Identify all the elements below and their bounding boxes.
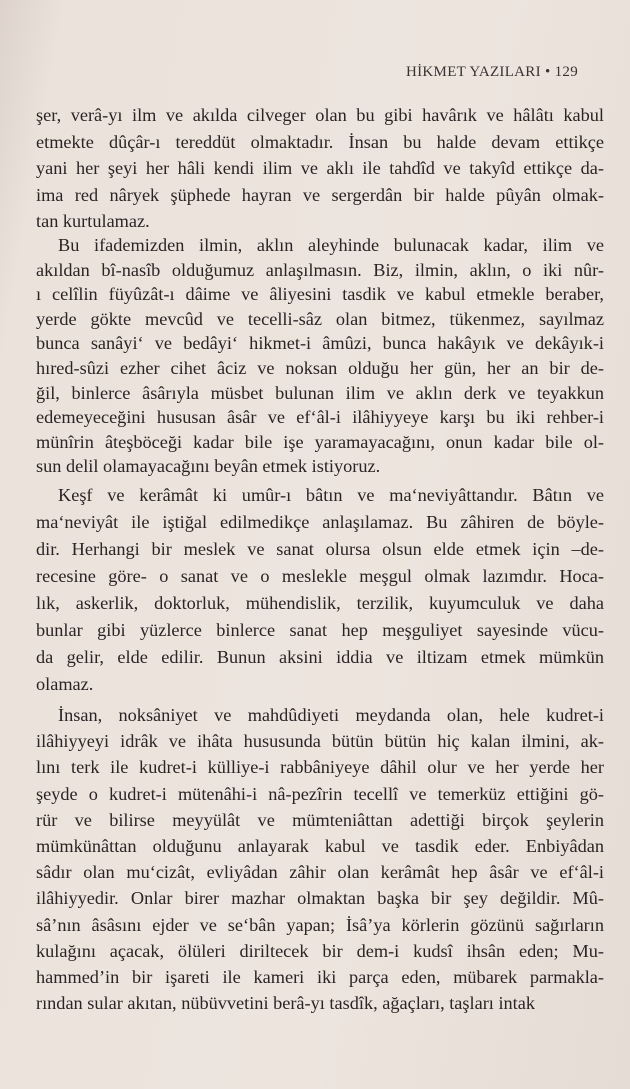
- text-line: olamaz.: [36, 674, 94, 694]
- text-line: ğil, binlerce âsârıyla müsbet bulunan ilim ve aklın derk ve teyakkun: [36, 382, 604, 403]
- text-line: şer, verâ-yı ilm ve akılda cilveger olan bu gibi havârık ve hâlâtı kabul: [36, 105, 604, 125]
- text-line: tan kurtulamaz.: [36, 211, 150, 231]
- text-line: kulağını açacak, ölüleri diriltecek bir dem-i kudsî ihsân eden; Mu-: [36, 940, 604, 961]
- text-line: hammed’in bir işareti ile kameri iki parça eden, mübarek parmakla-: [36, 967, 604, 987]
- text-line: akıldan bî-nasîb olduğumuz anlaşılmasın. Biz, ilmin, aklın, o iki nûr-: [36, 259, 604, 280]
- text-line: recesine göre- o sanat ve o meslekle meşgul olmak lazımdır. Hoca-: [36, 566, 604, 586]
- text-line: etmekte dûçâr-ı tereddüt olmaktadır. İnsan bu halde devam ettikçe: [36, 131, 604, 152]
- text-line: bunca sanâyi‘ ve bedâyi‘ hikmet-i âmûzi, bunca hakâyık ve dekâyık-i: [36, 333, 604, 354]
- text-line: ilâhiyyeyi idrâk ve ihâta hususunda bütün bütün hiç kalan ilmini, ak-: [36, 731, 604, 752]
- text-line: şeyde o kudret-i mütenâhi-i nâ-pezîrin tecellî ve temerküz ettiğini gö-: [36, 783, 604, 804]
- text-line: ı celîlin füyûzât-ı dâime ve âliyesini tasdik ve kabul etmekle beraber,: [36, 284, 604, 305]
- text-line: rür ve bilirse meyyülât ve mümteniâttan adettiği birçok şeylerin: [36, 809, 604, 830]
- text-line: sâ’nın âsâsını ejder ve se‘bân yapan; İsâ’ya körlerin gözünü sağırların: [36, 914, 604, 935]
- header-title: HİKMET YAZILARI: [406, 64, 541, 80]
- page-number: 129: [554, 64, 578, 80]
- text-line: bunlar gibi yüzlerce binlerce sanat hep meşguliyet sayesinde vücu-: [36, 620, 604, 640]
- running-header: [406, 64, 578, 81]
- header-separator: •: [544, 64, 551, 80]
- text-line: sun delil olamayacağını beyân etmek istiyoruz.: [36, 456, 381, 477]
- text-line: münîrin âteşböceği kadar bile işe yaramayacağını, onun kadar bile ol-: [36, 431, 604, 452]
- text-line: hıred-sûzi ezher cihet âciz ve noksan olduğu her gün, her an bir de-: [36, 358, 604, 378]
- text-line: ilâhiyyedir. Onlar birer mazhar olmaktan başka bir şey değildir. Mû-: [36, 888, 604, 909]
- text-line: yani her şeyi her hâli kendi ilim ve aklı ile tahdîd ve takyîd ettikçe da-: [36, 158, 604, 178]
- text-line: ma‘neviyât ile iştiğal edilmedikçe anlaşılamaz. Bu zâhiren de böyle-: [36, 512, 604, 532]
- text-line: dir. Herhangi bir meslek ve sanat olursa olsun elde etmek için –de-: [36, 539, 604, 559]
- text-line: lık, askerlik, doktorluk, mühendislik, terzilik, kuyumculuk ve daha: [36, 593, 604, 613]
- text-line: sâdır olan mu‘cizât, evliyâdan zâhir olan kerâmât hep âsâr ve ef‘âl-i: [36, 862, 604, 883]
- text-line: yerde gökte mevcûd ve tecelli-sâz olan bitmez, tükenmez, sayılmaz: [36, 308, 604, 329]
- text-line: ima red nâryek şüphede hayran ve sergerdân bir halde pûyân olmak-: [36, 184, 604, 205]
- text-line: mümkünâttan olduğunu anlayarak kabul ve tasdik eder. Enbiyâdan: [36, 836, 604, 856]
- text-line: edemeyeceğini hususan âsâr ve ef‘âl-i ilâhiyyeye karşı bu iki rehber-i: [36, 407, 604, 428]
- text-line: rından sular akıtan, nübüvvetini berâ-yı tasdîk, ağaçları, taşları intak: [36, 993, 536, 1014]
- text-line: lını terk ile kudret-i külliye-i rabbâniyeye dâhil olur ve her yerde her: [36, 757, 604, 778]
- text-line: da gelir, elde edilir. Bunun aksini iddia ve iltizam etmek mümkün: [36, 647, 604, 667]
- text-line: Keşf ve kerâmât ki umûr-ı bâtın ve ma‘neviyâttandır. Bâtın ve: [58, 485, 604, 505]
- text-line: İnsan, noksâniyet ve mahdûdiyeti meydanda olan, hele kudret-i: [58, 705, 604, 725]
- text-line: Bu ifademizden ilmin, aklın aleyhinde bulunacak kadar, ilim ve: [58, 235, 604, 255]
